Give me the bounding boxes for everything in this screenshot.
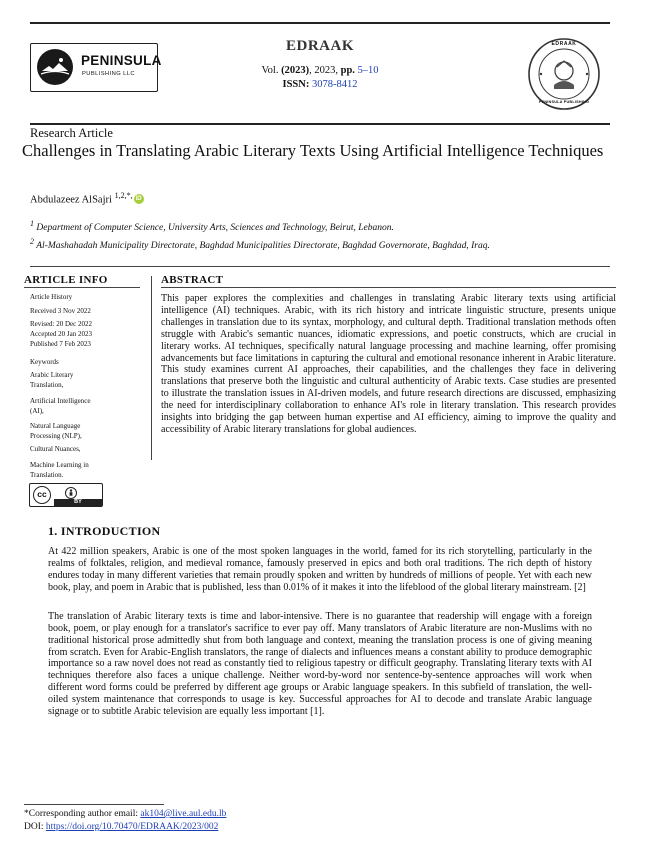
keywords-label: Keywords: [30, 358, 59, 366]
by-person-icon: [64, 486, 78, 498]
introduction-heading: 1. INTRODUCTION: [48, 524, 161, 538]
keyword-item: Cultural Nuances,: [30, 445, 81, 453]
publisher-subtitle: PUBLISHING LLC: [82, 71, 135, 77]
affiliation-mark: 2: [30, 237, 34, 246]
issn-value[interactable]: 3078-8412: [311, 79, 358, 90]
affiliation-text: Al-Mashahadah Municipality Directorate, Baghdad Municipalities Directorate, Baghdad Governorate, Baghdad, Iraq.: [36, 241, 490, 252]
received-date: Received 3 Nov 2022: [30, 307, 91, 315]
issn-line: [220, 79, 420, 90]
journal-name: EDRAAK: [285, 38, 354, 54]
pages-label: pp.: [340, 65, 355, 76]
affiliation-text: Department of Computer Science, University Arts, Sciences and Technology, Beirut, Lebanon.: [36, 223, 394, 234]
cc-license-badge[interactable]: [29, 483, 103, 507]
column-divider: [151, 276, 152, 460]
accepted-date: Accepted 20 Jan 2023: [30, 330, 93, 338]
doi-label: DOI:: [24, 822, 44, 832]
publisher-name: PENINSULA: [81, 53, 162, 68]
orcid-icon[interactable]: iD: [135, 195, 142, 202]
author-name: Abdulazeez AlSajri: [30, 194, 112, 206]
volume-year: (2023): [281, 65, 310, 76]
pages-value[interactable]: 5–10: [357, 65, 379, 76]
revised-date: Revised: 20 Dec 2022: [30, 320, 93, 328]
doi-line: [24, 822, 218, 832]
abstract-heading: ABSTRACT: [161, 274, 224, 286]
keyword-item: Natural Language Processing (NLP),: [30, 422, 82, 440]
keyword-item: Arabic Literary Translation,: [30, 371, 74, 389]
corresponding-email-line: [24, 809, 226, 819]
publisher-logo: [30, 43, 162, 92]
article-type: Research Article: [30, 126, 113, 140]
volume-prefix: Vol.: [261, 65, 279, 76]
email-link[interactable]: ak104@live.aul.edu.lb: [140, 809, 227, 819]
volume-suffix: , 2023,: [309, 65, 338, 76]
affiliation-2: [30, 237, 490, 251]
seal-text-bottom: PENINSULA PUBLISHING: [538, 100, 590, 104]
by-label: BY: [54, 499, 102, 506]
article-title: Challenges in Translating Arabic Literary Texts Using Artificial Intelligence Techniques: [22, 141, 604, 160]
email-label: *Corresponding author email:: [24, 809, 138, 819]
section-separator: [30, 266, 610, 267]
header-bottom-rule: [30, 123, 610, 125]
affiliation-mark: 1: [30, 219, 34, 228]
introduction-paragraph-1: At 422 million speakers, Arabic is one of the most spoken languages in the world, famed for its rich storytelling, particularly in the realms of folktales, religion, and medieval romance, famously preserved in epics and both oral traditions. The rich depth of history endures today in many different varieties that remain proudly spoken and written by hundreds of millions of people. Yet with each new book, play, and poem in Arabic that is published, less than 0.01% of it makes it into the lifeblood of the global literary mainstream. [2]: [48, 546, 592, 593]
published-date: Published 7 Feb 2023: [30, 340, 91, 348]
volume-line: [220, 65, 420, 76]
article-history-label: Article History: [30, 293, 73, 301]
keyword-item: Machine Learning in Translation.: [30, 461, 89, 479]
affiliation-1: [30, 219, 394, 233]
doi-link[interactable]: https://doi.org/10.70470/EDRAAK/2023/002: [45, 822, 219, 832]
cc-icon: cc: [33, 486, 51, 504]
introduction-paragraph-2: The translation of Arabic literary texts is time and labor-intensive. There is no guarantee that readership will engage with a foreign book, poem, or play enough for a translator's sacrifice to ever pay off. Many translators of Arabic literature are non-Muslims with no traditional historical prose admittedly shut from both language and context, meaning the translation process is one of giving meaning from scratch. Even for Arabic-English translators, the range of dialects and influences means a constant ability to produce demographic importance so a raw novel does not read as constantly tied to religious tapestry or difficult geography. Translating literary texts with AI techniques therefore also faces a unique challenge. Neither word-by-word nor sentence-by-sentence approaches will work when different word forms could be preferred by different age groups or Arabic language speakers. In this subfield of translation, the well-oiled system maintenance that corresponds to usage is key. Successful approaches for AI to decode and translate Arabic language signage or to subtitle Arabic television are equally less important [1].: [48, 611, 592, 717]
abstract-text: This paper explores the complexities and challenges in translating Arabic literary texts using artificial intelligence (AI) techniques. Arabic, with its rich history and intricate linguistic structure, presents unique challenges in translation due to its syntax, morphology, and cultural depth. Traditional translation methods often struggle with Arabic's semantic nuances, idiomatic expressions, and poetic constructs, which are crucial in literary works. AI techniques, specifically natural language processing and machine learning, offer promising advancements but face limitations in capturing the cultural and emotional resonance inherent in Arabic literature. This study examines current AI approaches, their capabilities, and the challenges they face in delivering translations that preserve both the linguistic and cultural authenticity of Arabic texts. Case studies are presented to illustrate the translation issues in AI-driven models, and future research directions are discussed, emphasizing the need for interdisciplinary collaboration to enhance AI's role in literary translation. This research provides insights into bridging the gap between human expertise and AI efficiency, aiming to improve the quality and accessibility of Arabic literary translations for global audiences.: [161, 293, 616, 435]
author-marks: 1,2,*,: [114, 191, 133, 200]
article-info-heading: ARTICLE INFO: [24, 274, 108, 286]
journal-seal: [527, 37, 601, 111]
keyword-item: Artificial Intelligence (AI),: [30, 397, 91, 415]
author-line: [30, 191, 144, 206]
footnote-rule: [24, 804, 164, 805]
abstract-rule: [161, 287, 616, 288]
article-info-rule: [24, 287, 140, 288]
seal-text-top: EDRAAK: [551, 41, 577, 47]
publisher-emblem-icon: [37, 49, 73, 85]
header-top-rule: [30, 22, 610, 24]
issn-label: ISSN:: [282, 79, 310, 90]
